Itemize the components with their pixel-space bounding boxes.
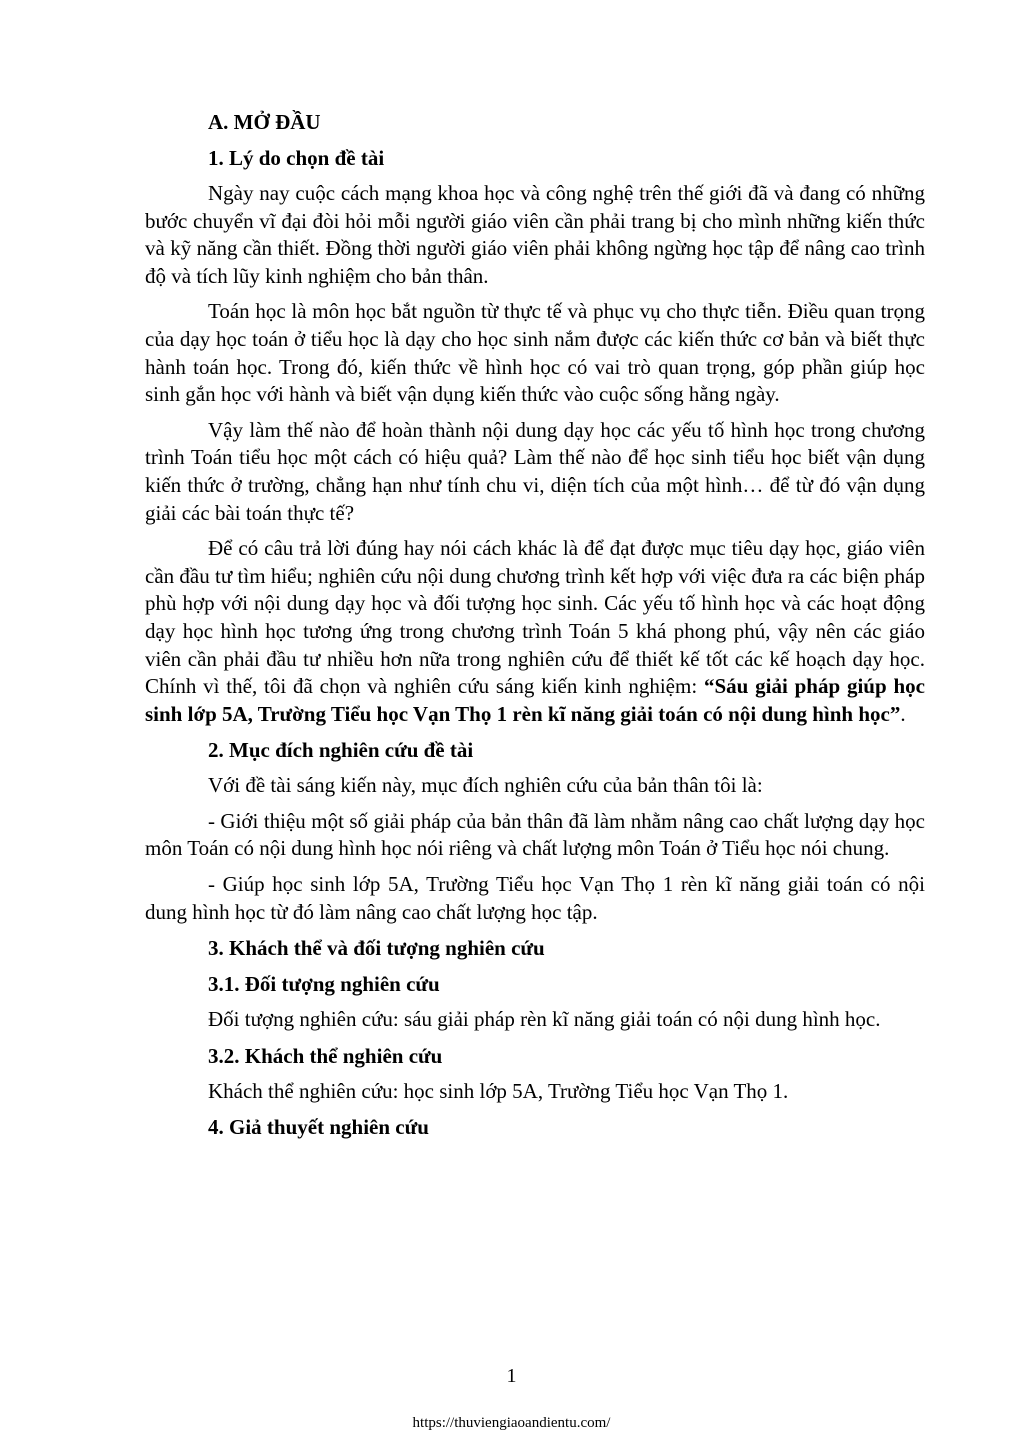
heading-section-a: A. MỞ ĐẦU <box>208 110 321 134</box>
heading-research-subject: 3.2. Khách thể nghiên cứu <box>208 1043 443 1068</box>
paragraph-8: Đối tượng nghiên cứu: sáu giải pháp rèn kĩ năng giải toán có nội dung hình học. <box>208 1007 881 1032</box>
document-body <box>145 108 925 1149</box>
heading-purpose: 2. Mục đích nghiên cứu đề tài <box>208 738 474 763</box>
heading-subjects: 3. Khách thể và đối tượng nghiên cứu <box>208 936 545 961</box>
paragraph-1: Ngày nay cuộc cách mạng khoa học và công nghệ trên thế giới đã và đang có những bước chuyển vĩ đại đòi hỏi mỗi người giáo viên cần phải trang bị cho mình những kiến thức và kỹ năng cần thiết. Đồng thời người giáo viên phải không ngừng học tập để nâng cao trình độ và tích lũy kinh nghiệm cho bản thân. <box>145 181 925 288</box>
page-number: 1 <box>506 1365 517 1387</box>
paragraph-4-text: Để có câu trả lời đúng hay nói cách khác là để đạt được mục tiêu dạy học, giáo viên cần đầu tư tìm hiểu; nghiên cứu nội dung chương trình kết hợp với việc đưa ra các biện pháp phù hợp với nội dung dạy học và đối tượng học sinh. Các yếu tố hình học và các hoạt động dạy học hình học tương ứng trong chương trình Toán 5 khá phong phú, vậy nên các giáo viên cần phải đầu tư nhiều hơn nữa trong nghiên cứu để thiết kế tốt các kế hoạch dạy học. Chính vì thế, tôi đã chọn và nghiên cứu sáng kiến kinh nghiệm: <box>145 536 925 699</box>
paragraph-5: Với đề tài sáng kiến này, mục đích nghiên cứu của bản thân tôi là: <box>208 773 763 798</box>
paragraph-4-title: “Sáu giải pháp giúp học sinh lớp 5A, Trường Tiểu học Vạn Thọ 1 rèn kĩ năng giải toán có nội dung hình học” <box>145 674 925 726</box>
paragraph-2: Toán học là môn học bắt nguồn từ thực tế và phục vụ cho thực tiễn. Điều quan trọng của dạy học toán ở tiểu học là dạy cho học sinh nắm được các kiến thức cơ bản và biết thực hành toán học. Trong đó, kiến thức về hình học có vai trò quan trọng, góp phần giúp học sinh gắn học với hành và biết vận dụng kiến thức vào cuộc sống hằng ngày. <box>145 299 925 407</box>
paragraph-9: Khách thể nghiên cứu: học sinh lớp 5A, Trường Tiểu học Vạn Thọ 1. <box>208 1078 789 1103</box>
paragraph-4 <box>145 535 925 728</box>
paragraph-3: Vậy làm thế nào để hoàn thành nội dung dạy học các yếu tố hình học trong chương trình Toán tiểu học một cách có hiệu quả? Làm thế nào để học sinh tiểu học biết vận dụng kiến thức ở trường, chẳng hạn như tính chu vi, diện tích của một hình… để từ đó vận dụng giải các bài toán thực tế? <box>145 417 925 525</box>
heading-reason: 1. Lý do chọn đề tài <box>208 146 385 170</box>
footer-url: https://thuviengiaoandientu.com/ <box>412 1415 611 1431</box>
heading-research-object: 3.1. Đối tượng nghiên cứu <box>208 972 440 997</box>
heading-hypothesis: 4. Giả thuyết nghiên cứu <box>208 1115 429 1140</box>
paragraph-4-end: . <box>900 701 906 726</box>
paragraph-6: - Giới thiệu một số giải pháp của bản thân đã làm nhằm nâng cao chất lượng dạy học môn Toán có nội dung hình học nói riêng và chất lượng môn Toán ở Tiểu học nói chung. <box>145 808 925 861</box>
paragraph-7: - Giúp học sinh lớp 5A, Trường Tiểu học Vạn Thọ 1 rèn kĩ năng giải toán có nội dung hình học từ đó làm nâng cao chất lượng học tập. <box>145 872 925 924</box>
